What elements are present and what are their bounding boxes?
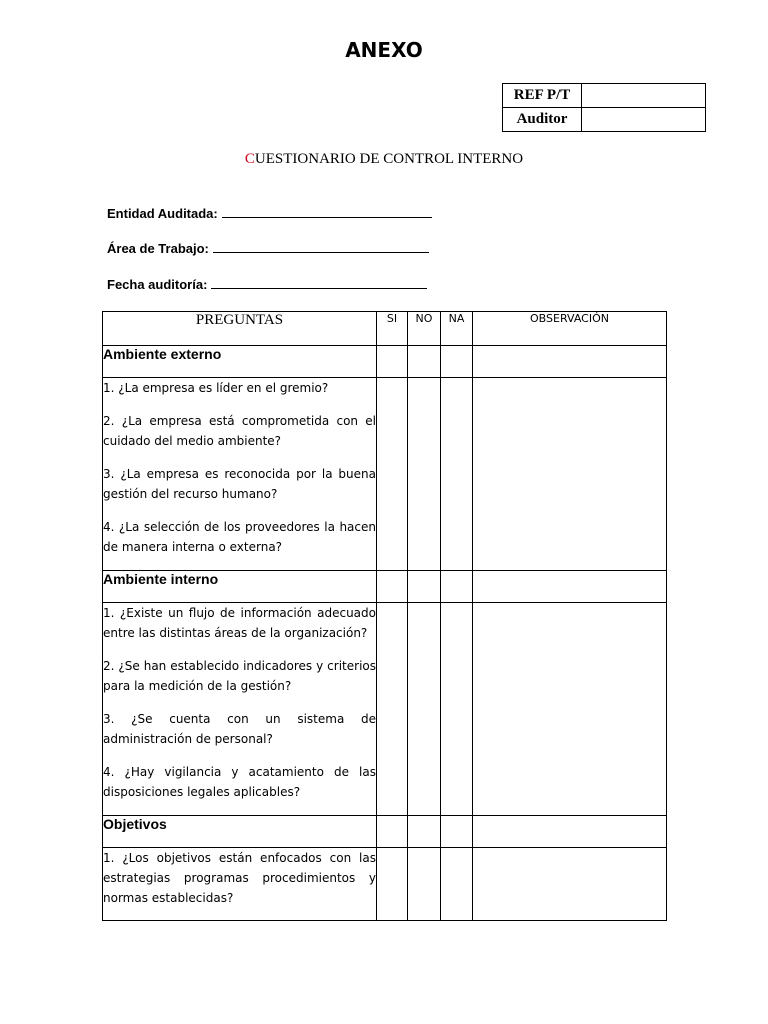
questions-row [103, 378, 667, 571]
si-cell[interactable] [377, 816, 408, 848]
si-cell[interactable] [377, 571, 408, 603]
no-cell[interactable] [408, 346, 441, 378]
reference-box [502, 83, 706, 132]
question-text: 1. ¿Existe un flujo de información adecuado entre las distintas áreas de la organización? [103, 606, 376, 640]
si-cell[interactable] [377, 848, 408, 921]
header-preguntas: PREGUNTAS [103, 312, 377, 346]
questions-row [103, 603, 667, 816]
observacion-cell[interactable] [473, 378, 667, 571]
questions-cell [103, 848, 377, 921]
document-title: ANEXO [345, 38, 423, 62]
observacion-cell[interactable] [473, 571, 667, 603]
fecha-blank[interactable] [211, 276, 427, 289]
section-row [103, 346, 667, 378]
observacion-cell[interactable] [473, 603, 667, 816]
no-cell[interactable] [408, 603, 441, 816]
no-cell[interactable] [408, 571, 441, 603]
question-text: 2. ¿Se han establecido indicadores y criterios para la medición de la gestión? [103, 659, 376, 693]
no-cell[interactable] [408, 848, 441, 921]
question-text: 1. ¿Los objetivos están enfocados con las estrategias programas procedimientos y normas establecidas? [103, 851, 376, 905]
question-text: 3. ¿La empresa es reconocida por la buena gestión del recurso humano? [103, 467, 376, 501]
observacion-cell[interactable] [473, 848, 667, 921]
section-title: Ambiente externo [103, 346, 377, 378]
auditor-value[interactable] [582, 108, 706, 132]
question-text: 4. ¿La selección de los proveedores la hacen de manera interna o externa? [103, 520, 376, 554]
observacion-cell[interactable] [473, 816, 667, 848]
entidad-field [107, 205, 432, 221]
na-cell[interactable] [441, 816, 473, 848]
fecha-field [107, 276, 427, 292]
entidad-label: Entidad Auditada: [107, 206, 218, 221]
subtitle-rest: UESTIONARIO DE CONTROL INTERNO [254, 151, 524, 167]
question-text: 1. ¿La empresa es líder en el gremio? [103, 381, 329, 395]
questions-row [103, 848, 667, 921]
header-observacion: OBSERVACIÓN [473, 312, 667, 346]
header-row [103, 312, 667, 346]
na-cell[interactable] [441, 346, 473, 378]
na-cell[interactable] [441, 848, 473, 921]
questions-cell [103, 603, 377, 816]
questions-cell [103, 378, 377, 571]
subtitle-first-letter: C [244, 151, 255, 167]
section-title: Objetivos [103, 816, 377, 848]
si-cell[interactable] [377, 378, 408, 571]
question-text: 2. ¿La empresa está comprometida con el cuidado del medio ambiente? [103, 414, 376, 448]
questionnaire-table [102, 311, 667, 921]
no-cell[interactable] [408, 378, 441, 571]
area-label: Área de Trabajo: [107, 241, 209, 256]
area-field [107, 240, 429, 256]
si-cell[interactable] [377, 346, 408, 378]
questionnaire-title [0, 151, 768, 168]
no-cell[interactable] [408, 816, 441, 848]
ref-pt-label: REF P/T [503, 84, 582, 108]
na-cell[interactable] [441, 378, 473, 571]
auditor-label: Auditor [503, 108, 582, 132]
si-cell[interactable] [377, 603, 408, 816]
section-row [103, 816, 667, 848]
header-na: NA [441, 312, 473, 346]
question-text: 3. ¿Se cuenta con un sistema de administración de personal? [103, 712, 376, 746]
section-row [103, 571, 667, 603]
question-text: 4. ¿Hay vigilancia y acatamiento de las disposiciones legales aplicables? [103, 765, 376, 799]
observacion-cell[interactable] [473, 346, 667, 378]
header-si: SI [377, 312, 408, 346]
fecha-label: Fecha auditoría: [107, 277, 208, 292]
na-cell[interactable] [441, 571, 473, 603]
na-cell[interactable] [441, 603, 473, 816]
area-blank[interactable] [213, 240, 429, 253]
section-title: Ambiente interno [103, 571, 377, 603]
header-no: NO [408, 312, 441, 346]
ref-pt-value[interactable] [582, 84, 706, 108]
entidad-blank[interactable] [222, 205, 432, 218]
